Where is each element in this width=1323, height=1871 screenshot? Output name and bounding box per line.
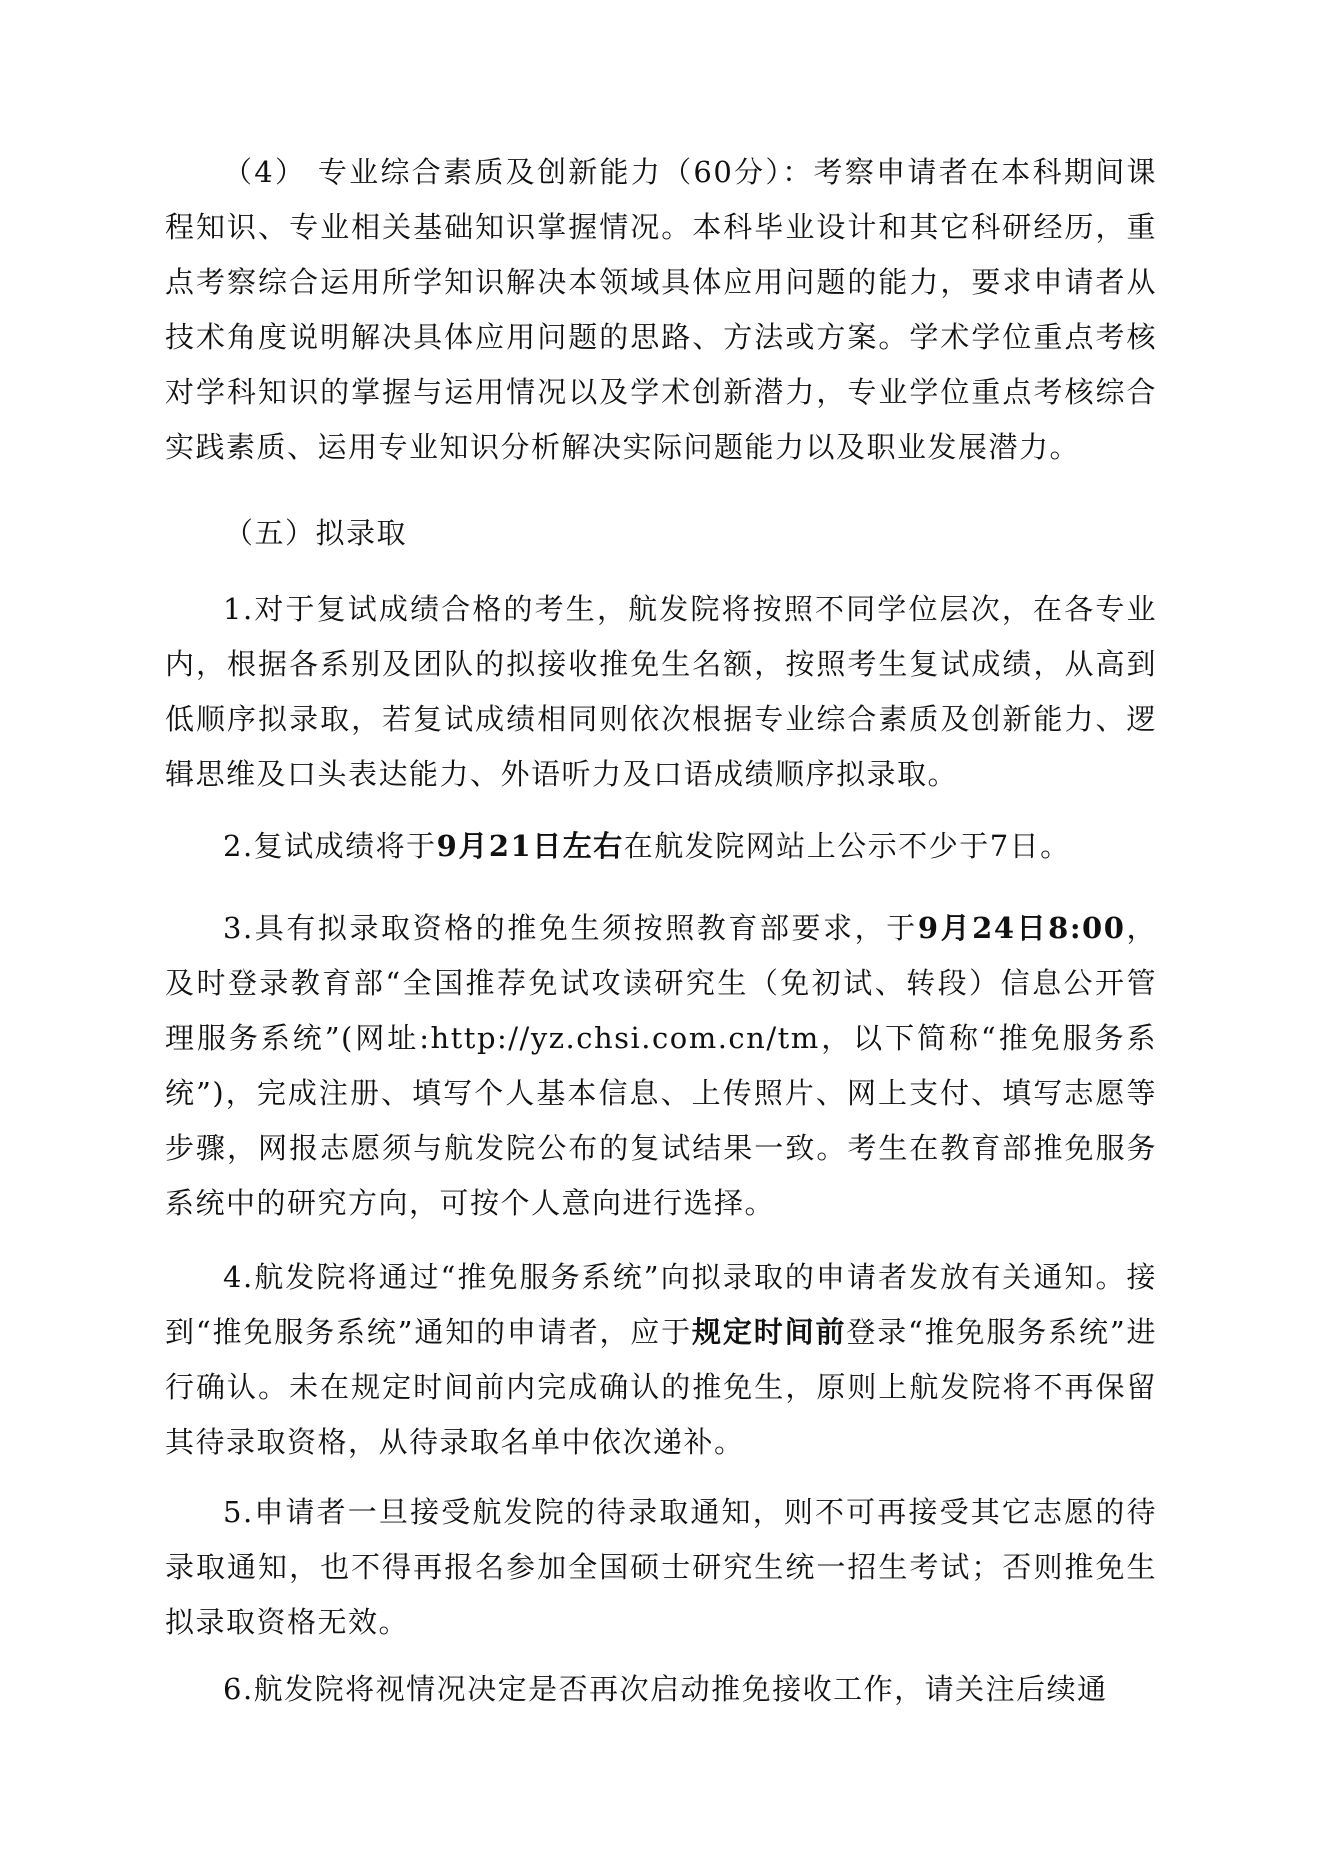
paragraph-item-4 — [165, 1250, 1157, 1470]
item-4-text-c: 登录“推免服务系统”进行确认。未在规定时间前内完成确认的推免生，原则上航发院将不再保留其待录取资格，从待录取名单中依次递补。 — [165, 1315, 1158, 1459]
paragraph-item-5: 5.申请者一旦接受航发院的待录取通知，则不可再接受其它志愿的待录取通知，也不得再报名参加全国硕士研究生统一招生考试；否则推免生拟录取资格无效。 — [165, 1495, 1157, 1639]
item-3-text-c: ，及时登录教育部“全国推荐免试攻读研究生（免初试、转段）信息公开管理服务系统”(网址:http://yz.chsi.com.cn/tm，以下简称“推免服务系统”)，完成注册、填写个人基本信息、上传照片、网上支付、填写志愿等步骤，网报志愿须与航发院公布的复试结果一致。考生在教育部推免服务系统中的研究方向，可按个人意向进行选择。 — [165, 911, 1157, 1220]
item-3-date-bold: 9月24日8:00 — [917, 911, 1126, 945]
paragraph-criterion-4: （4） 专业综合素质及创新能力（60分）：考察申请者在本科期间课程知识、专业相关基础知识掌握情况。本科毕业设计和其它科研经历，重点考察综合运用所学知识解决本领域具体应用问题的能力，要求申请者从技术角度说明解决具体应用问题的思路、方法或方案。学术学位重点考核对学科知识的掌握与运用情况以及学术创新潜力，专业学位重点考核综合实践素质、运用专业知识分析解决实际问题能力以及职业发展潜力。 — [165, 155, 1157, 464]
item-2-text-a: 2.复试成绩将于 — [223, 829, 437, 863]
paragraph-item-1: 1.对于复试成绩合格的考生，航发院将按照不同学位层次，在各专业内，根据各系别及团队的拟接收推免生名额，按照考生复试成绩，从高到低顺序拟录取，若复试成绩相同则依次根据专业综合素质及创新能力、逻辑思维及口头表达能力、外语听力及口语成绩顺序拟录取。 — [165, 592, 1157, 791]
paragraph-item-2 — [165, 819, 1157, 874]
item-3-text-a: 3.具有拟录取资格的推免生须按照教育部要求，于 — [223, 911, 918, 945]
item-4-deadline-bold: 规定时间前 — [692, 1315, 847, 1349]
paragraph-item-6: 6.航发院将视情况决定是否再次启动推免接收工作，请关注后续通 — [223, 1672, 1108, 1706]
item-2-text-c: 在航发院网站上公示不少于7日。 — [623, 829, 1071, 863]
item-2-date-bold: 9月21日左右 — [436, 829, 624, 863]
item-4-text-a: 4.航发院将通过“推免服务系统”向拟录取的申请者发放有关通知。接到“推免服务系统”通知的申请者，应于 — [165, 1260, 1157, 1349]
section-heading-5: （五）拟录取 — [224, 516, 408, 550]
paragraph-item-3 — [165, 901, 1157, 1231]
